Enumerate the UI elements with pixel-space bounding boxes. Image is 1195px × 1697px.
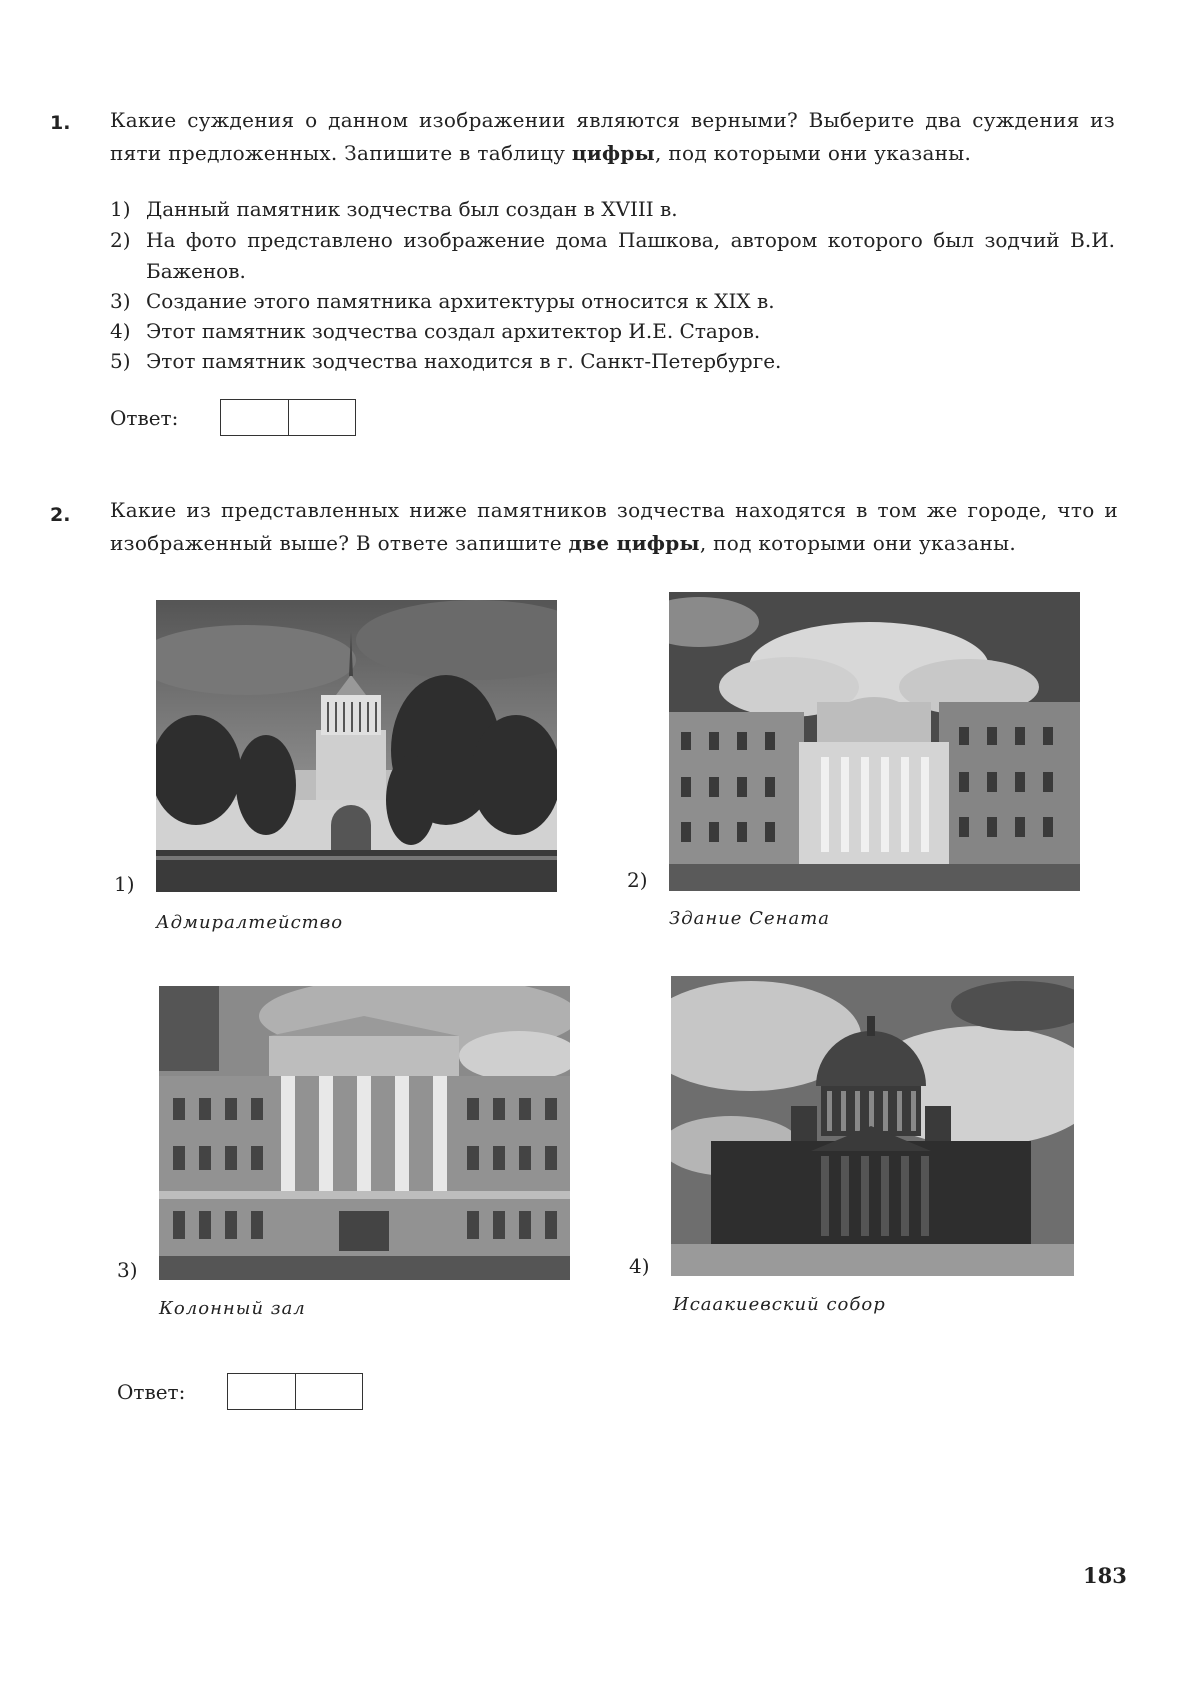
page-number: 183 <box>1083 1563 1127 1588</box>
image-3-number: 3) <box>117 1258 138 1282</box>
question-2-text-bold: две цифры <box>568 531 700 555</box>
image-1-caption: Адмиралтейство <box>156 912 344 933</box>
isaac-cathedral-photo <box>671 976 1074 1276</box>
question-1-text-bold: цифры <box>571 141 656 165</box>
image-1-number: 1) <box>114 872 135 896</box>
option-5-number: 5) <box>110 349 131 373</box>
option-2-number: 2) <box>110 228 131 252</box>
answer-1-cell-1[interactable] <box>221 400 288 435</box>
answer-2-label: Ответ: <box>117 1380 186 1404</box>
admiralty-photo <box>156 600 557 892</box>
answer-2-cell-1[interactable] <box>228 1374 295 1409</box>
question-2-text-part2: , под которыми они указаны. <box>699 531 1016 555</box>
option-3 <box>110 286 1115 317</box>
column-hall-photo <box>159 986 570 1280</box>
option-1 <box>110 194 1115 225</box>
answer-1-box[interactable] <box>220 399 356 436</box>
answer-1-cell-2[interactable] <box>288 400 356 435</box>
image-4-number: 4) <box>629 1254 650 1278</box>
option-5 <box>110 346 1115 377</box>
question-1-text-part2: , под которыми они указаны. <box>655 141 972 165</box>
senate-photo <box>669 592 1080 891</box>
option-3-number: 3) <box>110 289 131 313</box>
option-1-number: 1) <box>110 197 131 221</box>
option-5-text: Этот памятник зодчества находится в г. Санкт-Петербурге. <box>146 349 782 373</box>
option-2 <box>110 225 1115 287</box>
option-4-number: 4) <box>110 319 131 343</box>
answer-1-label: Ответ: <box>110 406 179 430</box>
question-1-text <box>110 104 1115 170</box>
image-4-caption: Исаакиевский собор <box>673 1294 886 1315</box>
question-2-text-part1: Какие из представленных ниже памятников зодчества находятся в том же городе, что и изображенный выше? В ответе запишите <box>110 498 1118 555</box>
image-2-number: 2) <box>627 868 648 892</box>
option-4 <box>110 316 1115 347</box>
option-3-text: Создание этого памятника архитектуры относится к XIX в. <box>146 289 775 313</box>
question-2-text <box>110 494 1118 560</box>
question-2-number: 2. <box>50 504 71 526</box>
question-1-number: 1. <box>50 112 71 134</box>
option-4-text: Этот памятник зодчества создал архитектор И.Е. Старов. <box>146 319 761 343</box>
question-1-text-part1: Какие суждения о данном изображении являются верными? Выберите два суждения из пяти предложенных. Запишите в таблицу <box>110 108 1115 165</box>
option-1-text: Данный памятник зодчества был создан в XVIII в. <box>146 197 678 221</box>
image-3-caption: Колонный зал <box>159 1298 306 1319</box>
option-2-text: На фото представлено изображение дома Пашкова, автором которого был зодчий В.И. Баженов. <box>146 228 1115 283</box>
answer-2-box[interactable] <box>227 1373 363 1410</box>
image-2-caption: Здание Сената <box>669 908 830 929</box>
answer-2-cell-2[interactable] <box>295 1374 363 1409</box>
